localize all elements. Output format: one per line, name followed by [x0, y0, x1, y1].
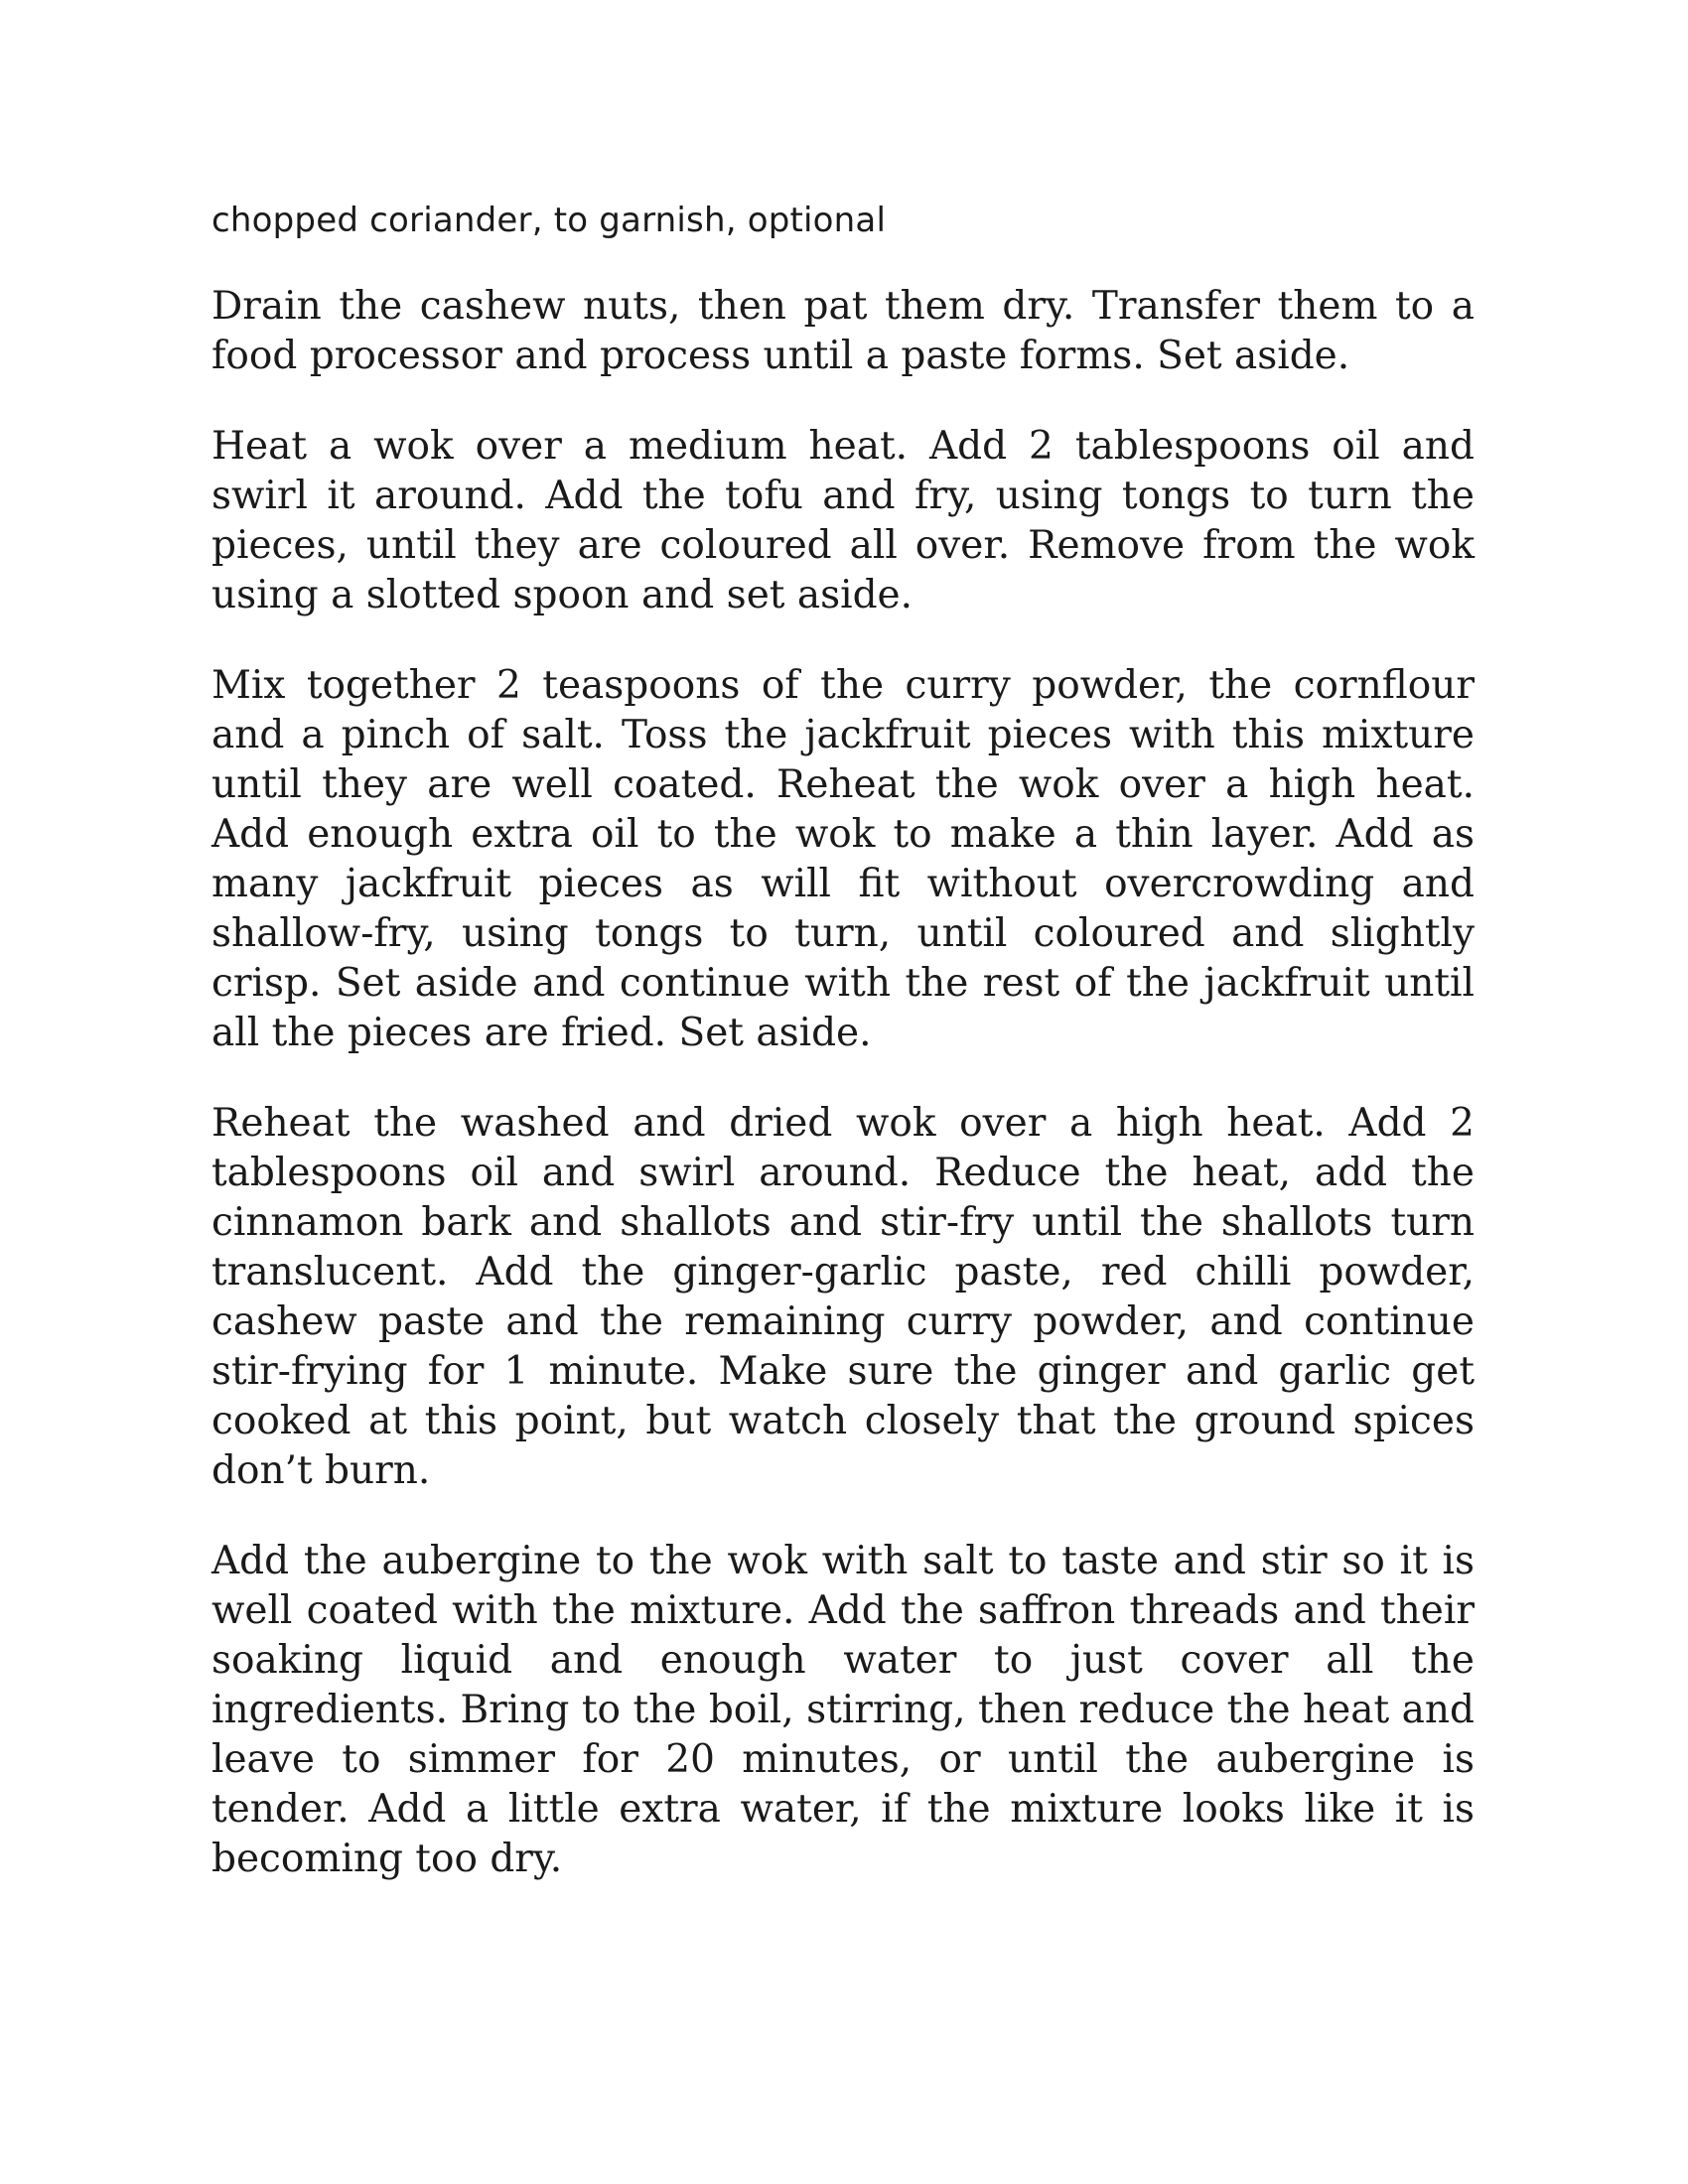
- method-step-1: Drain the cashew nuts, then pat them dry. Transfer them to a food processor and process until a paste forms. Set aside.: [211, 284, 1475, 378]
- ingredient-coriander-garnish: chopped coriander, to garnish, optional: [211, 201, 887, 240]
- method-step-2: Heat a wok over a medium heat. Add 2 tablespoons oil and swirl it around. Add the tofu and fry, using tongs to turn the pieces, until they are coloured all over. Remove from the wok using a slotted spoon and set aside.: [211, 424, 1475, 617]
- recipe-page: [211, 195, 1475, 1925]
- method-step-4: Reheat the washed and dried wok over a high heat. Add 2 tablespoons oil and swirl around. Reduce the heat, add the cinnamon bark and shallots and stir-fry until the shallots turn translucent. Add the ginger-garlic paste, red chilli powder, cashew paste and the remaining curry powder, and continue stir-frying for 1 minute. Make sure the ginger and garlic get cooked at this point, but watch closely that the ground spices don’t burn.: [211, 1101, 1475, 1493]
- method-step-5: Add the aubergine to the wok with salt to taste and stir so it is well coated with the mixture. Add the saffron threads and their soaking liquid and enough water to just cover all the ingredients. Bring to the boil, stirring, then reduce the heat and leave to simmer for 20 minutes, or until the aubergine is tender. Add a little extra water, if the mixture looks like it is becoming too dry.: [211, 1539, 1475, 1881]
- method-step-3: Mix together 2 teaspoons of the curry powder, the cornflour and a pinch of salt. Toss the jackfruit pieces with this mixture until they are well coated. Reheat the wok over a high heat. Add enough extra oil to the wok to make a thin layer. Add as many jackfruit pieces as will fit without overcrowding and shallow-fry, using tongs to turn, until coloured and slightly crisp. Set aside and continue with the rest of the jackfruit until all the pieces are fried. Set aside.: [211, 663, 1475, 1055]
